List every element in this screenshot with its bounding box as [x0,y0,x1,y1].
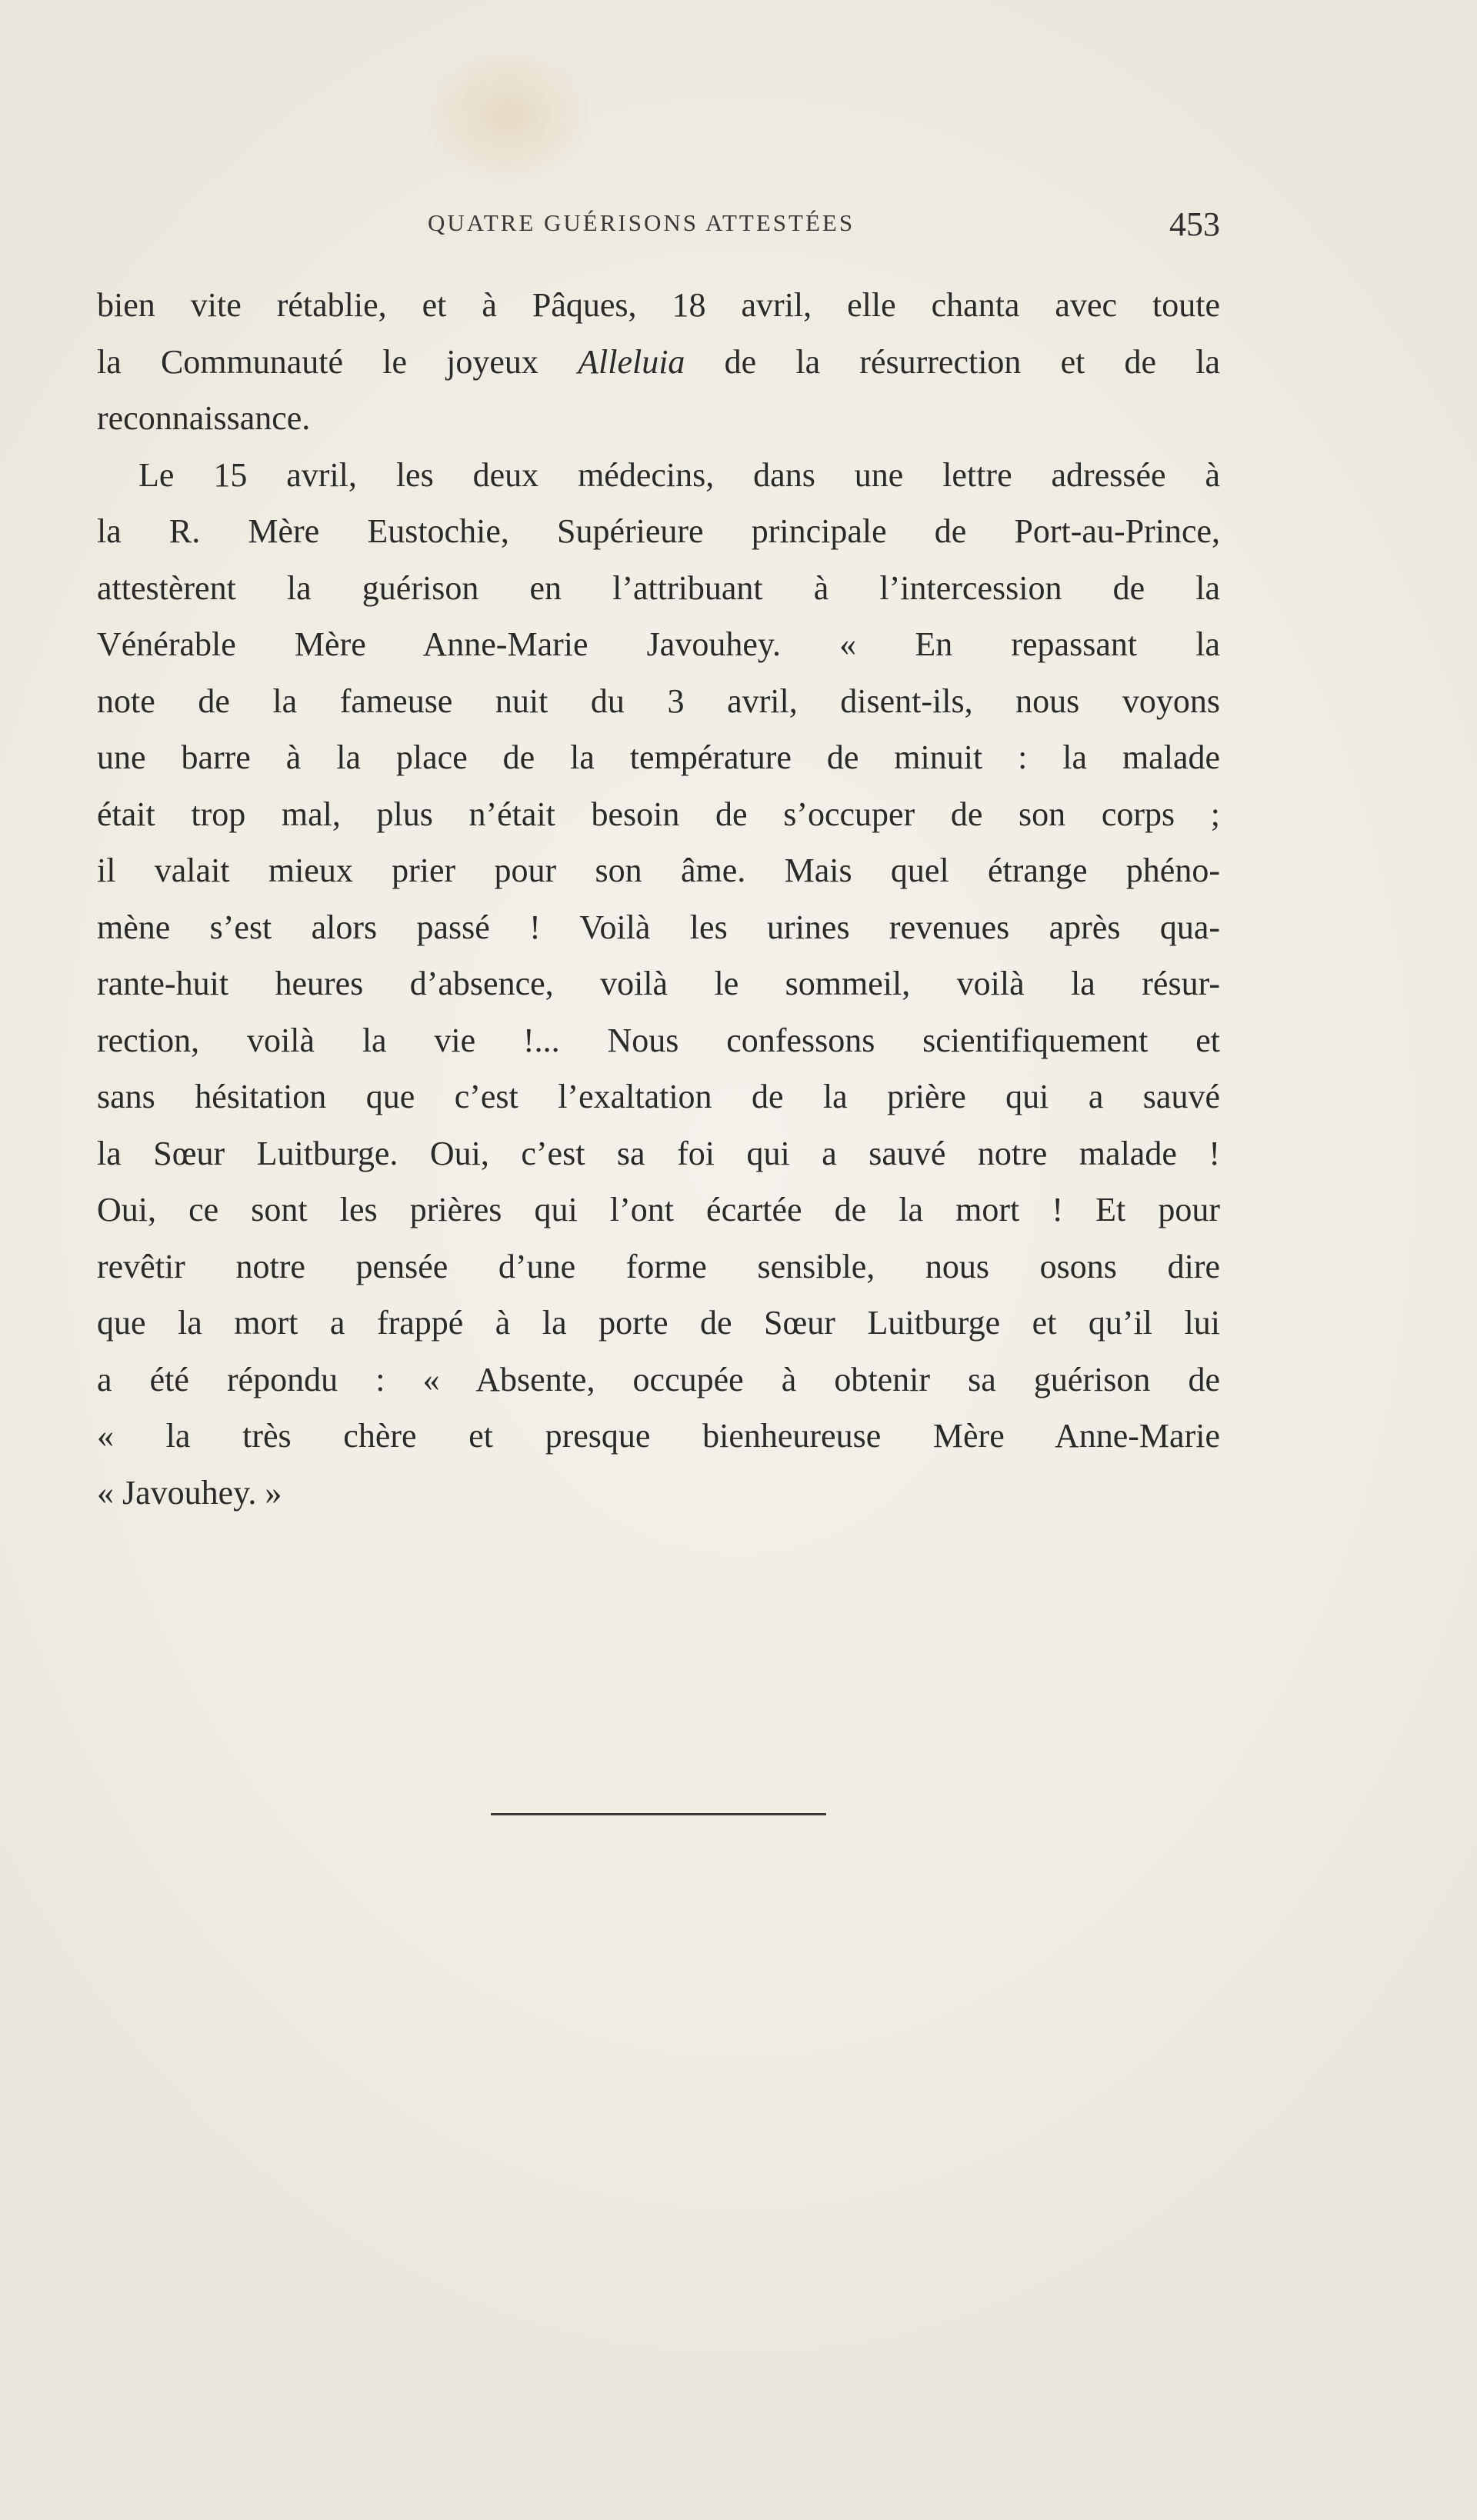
text-line: mène s’est alors passé ! Voilà les urines revenues après qua- [97,908,1220,946]
end-rule [491,1813,826,1815]
page-number: 453 [1169,205,1220,243]
text-line: revêtir notre pensée d’une forme sensible, nous osons dire [97,1247,1220,1285]
text-line [97,334,1220,391]
text-line: attestèrent la guérison en l’attribuant à l’intercession de la [97,568,1220,607]
text-line: « la très chère et presque bienheureuse Mère Anne-Marie [97,1417,1220,1455]
text-line: reconnaissance. [97,399,311,437]
text-line: « Javouhey. » [97,1473,282,1512]
text-line: a été répondu : « Absente, occupée à obtenir sa guérison de [97,1360,1220,1398]
text-line: une barre à la place de la température de minuit : la malade [97,738,1220,776]
text-line: Oui, ce sont les prières qui l’ont écartée de la mort ! Et pour [97,1191,1220,1228]
text-line: sans hésitation que c’est l’exaltation de la prière qui a sauvé [97,1078,1220,1115]
text-line: Le 15 avril, les deux médecins, dans une lettre adressée à [138,455,1220,494]
text-line: Vénérable Mère Anne-Marie Javouhey. « En repassant la [97,625,1220,663]
text-line: rection, voilà la vie !... Nous confessons scientifiquement et [97,1021,1220,1059]
running-title: QUATRE GUÉRISONS ATTESTÉES [428,209,855,236]
text-line: rante-huit heures d’absence, voilà le sommeil, voilà la résur- [97,965,1220,1002]
body-text [97,277,1220,1521]
text-segment: la Communauté le joyeux [97,342,538,381]
text-line: la R. Mère Eustochie, Supérieure principale de Port-au-Prince, [97,512,1220,550]
text-line: il valait mieux prier pour son âme. Mais quel étrange phéno- [97,852,1220,889]
running-head [97,206,1220,245]
text-line: la Sœur Luitburge. Oui, c’est sa foi qui a sauvé notre malade ! [97,1134,1220,1172]
text-line: était trop mal, plus n’était besoin de s’occuper de son corps ; [97,795,1220,833]
text-line: que la mort a frappé à la porte de Sœur Luitburge et qu’il lui [97,1304,1220,1342]
text-line: bien vite rétablie, et à Pâques, 18 avril, elle chanta avec toute [97,286,1220,324]
italic-word: Alleluia [578,342,685,381]
text-segment: de la résurrection et de la [724,342,1221,381]
text-line: note de la fameuse nuit du 3 avril, disent-ils, nous voyons [97,682,1220,720]
